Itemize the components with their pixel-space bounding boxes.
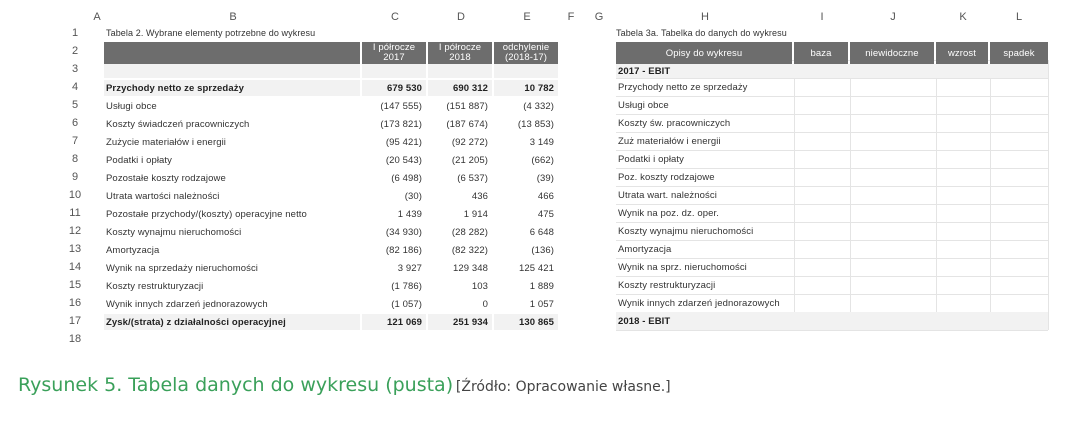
column-header-d[interactable]: D [457,11,465,23]
right-header-i: baza [794,42,848,64]
left-row-value-d: 436 [471,190,488,202]
left-row-value-d: 0 [482,298,488,310]
left-row-value-c: (34 930) [385,226,422,238]
left-row-value-d: 103 [471,280,488,292]
column-header-i[interactable]: I [820,11,824,23]
left-row-label: Podatki i opłaty [106,154,173,166]
right-row-label: Poz. koszty rodzajowe [618,171,715,183]
left-row-value-e: (39) [536,172,554,184]
right-row-label: 2018 - EBIT [616,312,794,330]
left-row-value-c: (95 421) [385,136,422,148]
left-spacer [104,64,360,78]
left-row-label: Wynik na sprzedaży nieruchomości [106,262,259,274]
left-row-label: Przychody netto ze sprzedaży [104,80,360,96]
right-row-label: Przychody netto ze sprzedaży [618,81,748,93]
left-row-value-e: 1 889 [529,280,554,292]
column-header-l[interactable]: L [1015,11,1023,23]
header-line: (2018-17) [504,52,548,63]
left-row-value-e: (4 332) [523,100,554,112]
left-row-value-d: 690 312 [428,80,492,96]
left-row-label: Zużycie materiałów i energii [106,136,227,148]
column-header-e[interactable]: E [523,11,531,23]
left-row-label: Usługi obce [106,100,157,112]
spreadsheet [60,10,1060,362]
right-ebit-fill [990,64,1048,78]
header-line: odchylenie [502,42,550,53]
left-row-label: Koszty restrukturyzacji [106,280,204,292]
left-row-label: Zysk/(strata) z działalności operacyjnej [104,314,360,330]
row-header[interactable]: 8 [71,153,79,165]
left-row-value-c: (20 543) [385,154,422,166]
row-header[interactable]: 4 [71,81,79,93]
right-ebit-fill [936,64,990,78]
column-header-b[interactable]: B [229,11,237,23]
row-header[interactable]: 17 [68,315,82,327]
header-line: 2017 [383,52,405,63]
column-header-j[interactable]: J [890,11,896,23]
right-row-label: Usługi obce [618,99,669,111]
left-row-label: Utrata wartości należności [106,190,220,202]
column-header-h[interactable]: H [701,11,709,23]
row-header[interactable]: 16 [68,297,82,309]
grid-line [990,60,991,330]
column-header-c[interactable]: C [391,11,399,23]
row-header[interactable]: 10 [68,189,82,201]
left-row-value-c: (82 186) [385,244,422,256]
header-line: 2018 [449,52,471,63]
left-row-value-e: 130 865 [494,314,558,330]
left-row-value-d: (28 282) [451,226,488,238]
left-row-value-c: (1 057) [391,298,422,310]
right-row-label: Koszty wynajmu nieruchomości [618,225,754,237]
column-header-a[interactable]: A [93,11,101,23]
left-row-value-c: 679 530 [362,80,426,96]
left-header-e [494,42,558,64]
left-row-value-e: (662) [531,154,554,166]
row-header[interactable]: 14 [68,261,82,273]
grid-line [850,60,851,330]
right-ebit-fill [850,312,936,330]
right-row-label: Wynik na sprz. nieruchomości [618,261,747,273]
left-table-title: Tabela 2. Wybrane elementy potrzebne do wykresu [106,28,316,38]
left-row-value-e: 1 057 [529,298,554,310]
right-header-h: Opisy do wykresu [616,42,792,64]
header-line: I półrocze [438,42,482,53]
header-line: I półrocze [372,42,416,53]
right-ebit-fill [936,312,990,330]
row-header[interactable]: 18 [68,333,82,345]
right-row-label: Amortyzacja [618,243,672,255]
left-row-value-c: (6 498) [391,172,422,184]
row-header[interactable]: 2 [71,45,79,57]
left-row-value-c: 3 927 [397,262,422,274]
left-row-label: Pozostałe koszty rodzajowe [106,172,226,184]
grid-line [794,60,795,330]
right-ebit-fill [990,312,1048,330]
right-row-label: Zuż materiałów i energii [618,135,721,147]
left-row-value-e: 3 149 [529,136,554,148]
row-header[interactable]: 1 [71,27,79,39]
left-spacer [494,64,558,78]
left-row-value-e: 10 782 [494,80,558,96]
left-header-c [362,42,426,64]
grid-line [1048,60,1049,330]
figure-caption [18,374,671,396]
right-row-label: Wynik na poz. dz. oper. [618,207,719,219]
left-row-value-c: 121 069 [362,314,426,330]
left-row-value-c: (30) [404,190,422,202]
left-row-value-d: (21 205) [451,154,488,166]
left-row-value-d: (82 322) [451,244,488,256]
row-header[interactable]: 3 [71,63,79,75]
left-spacer [362,64,426,78]
left-row-label: Amortyzacja [106,244,160,256]
right-ebit-fill [850,64,936,78]
left-row-value-d: 129 348 [452,262,488,274]
row-header[interactable]: 11 [69,207,81,219]
left-row-label: Koszty wynajmu nieruchomości [106,226,242,238]
row-header[interactable]: 9 [71,171,79,183]
left-row-value-e: 6 648 [529,226,554,238]
left-row-value-e: (136) [531,244,554,256]
row-header[interactable]: 7 [71,135,79,147]
left-row-value-d: 251 934 [428,314,492,330]
column-header-g[interactable]: G [594,11,604,23]
right-row-label: Utrata wart. należności [618,189,717,201]
left-row-value-c: (147 555) [380,100,422,112]
left-row-label: Koszty świadczeń pracowniczych [106,118,250,130]
left-row-value-d: (151 887) [446,100,488,112]
left-row-value-c: (173 821) [380,118,422,130]
left-row-value-d: (6 537) [457,172,488,184]
column-header-f[interactable]: F [567,11,575,23]
row-header[interactable]: 12 [68,225,82,237]
left-row-value-d: (187 674) [446,118,488,130]
left-row-value-e: 475 [537,208,554,220]
right-row-label: Podatki i opłaty [618,153,685,165]
row-header[interactable]: 15 [68,279,82,291]
right-row-label: Koszty św. pracowniczych [618,117,731,129]
right-ebit-fill [794,312,850,330]
right-ebit-fill [794,64,850,78]
row-header[interactable]: 6 [71,117,79,129]
left-row-value-d: 1 914 [463,208,488,220]
left-row-value-e: 125 421 [518,262,554,274]
left-header-d [428,42,492,64]
right-row-label: Wynik innych zdarzeń jednorazowych [618,297,780,309]
left-row-value-c: 1 439 [397,208,422,220]
left-row-label: Pozostałe przychody/(koszty) operacyjne netto [106,208,307,220]
left-row-value-d: (92 272) [451,136,488,148]
row-header[interactable]: 13 [68,243,82,255]
caption-title: Rysunek 5. Tabela danych do wykresu (pusta) [18,374,454,396]
left-row-value-e: 466 [537,190,554,202]
left-row-label: Wynik innych zdarzeń jednorazowych [106,298,268,310]
right-table-title: Tabela 3a. Tabelka do danych do wykresu [616,28,787,38]
right-header-j: niewidoczne [850,42,934,64]
right-header-l: spadek [990,42,1048,64]
row-header[interactable]: 5 [71,99,79,111]
grid-line [936,60,937,330]
left-spacer [428,64,492,78]
left-row-value-c: (1 786) [391,280,422,292]
caption-source: [Źródło: Opracowanie własne.] [455,379,671,395]
column-header-k[interactable]: K [959,11,967,23]
left-header-blank [104,42,360,64]
left-row-value-e: (13 853) [517,118,554,130]
right-row-label: Koszty restrukturyzacji [618,279,716,291]
right-row-label: 2017 - EBIT [616,64,794,78]
right-header-k: wzrost [936,42,988,64]
